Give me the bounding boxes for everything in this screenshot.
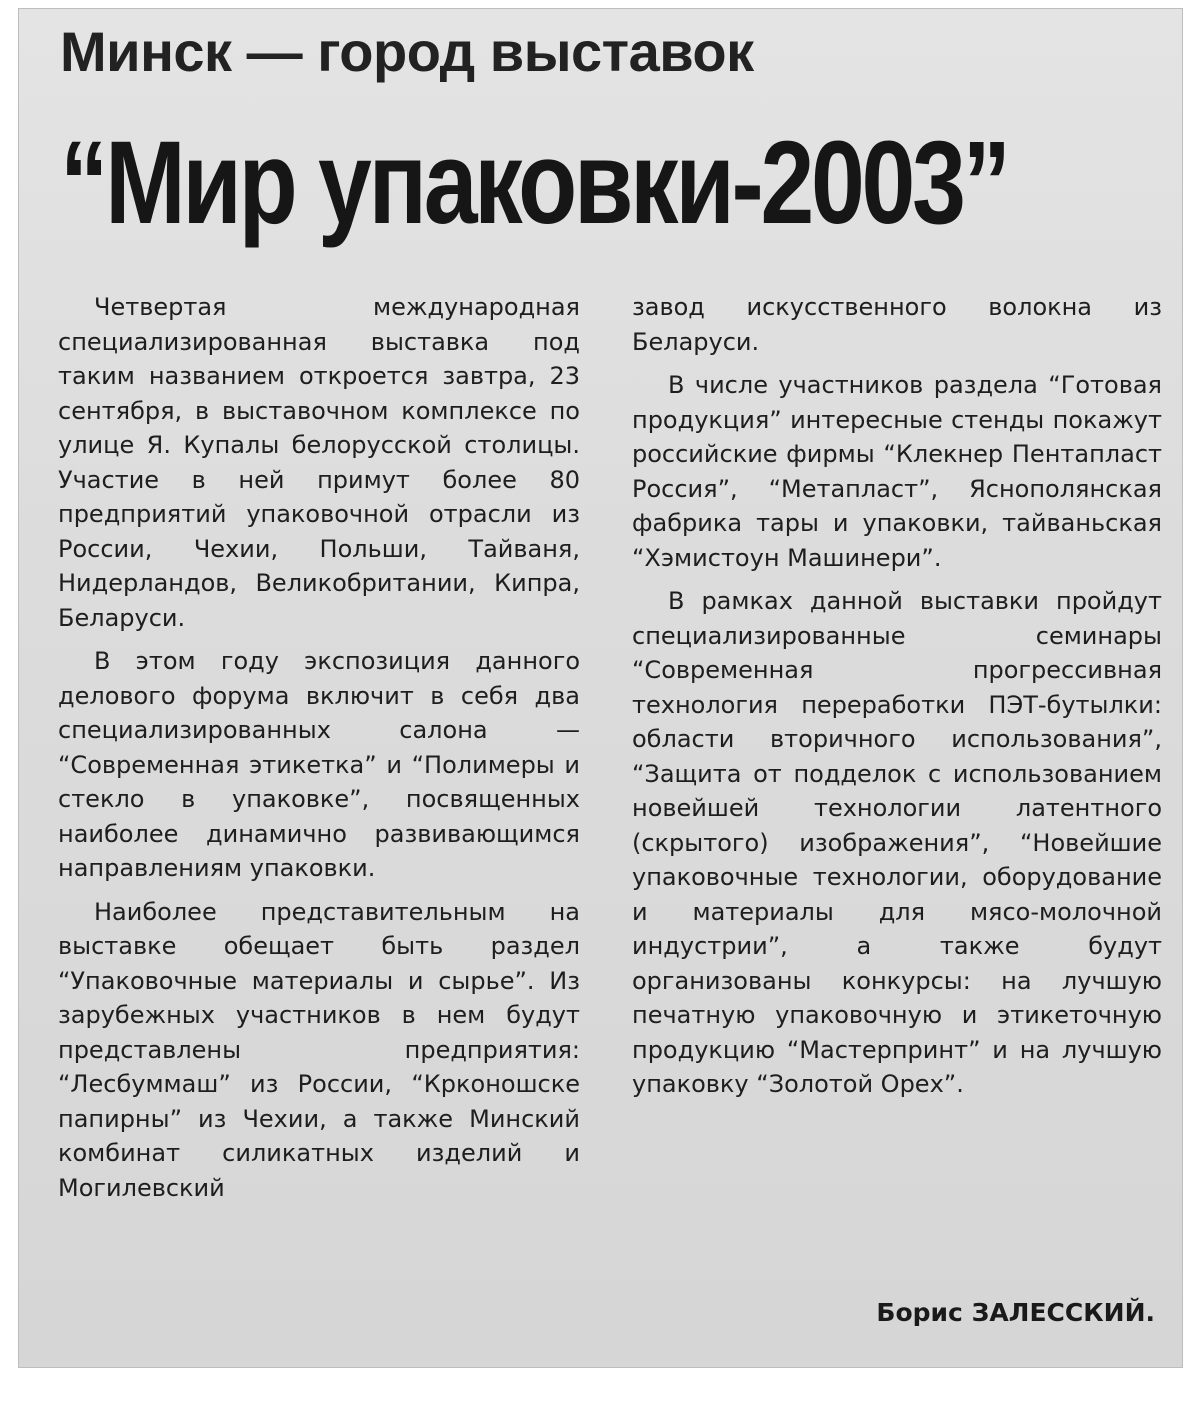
paragraph: В рамках данной выставки пройдут специализированные семинары “Современная прогрессивная технология переработки ПЭТ-бутылки: области вторичного использования”, “Защита от подделок с использованием новейшей технологии латентного (скрытого) изображения”, “Новейшие упаковочные технологии, оборудование и материалы для мясо-молочной индустрии”, а также будут организованы конкурсы: на лучшую печатную упаковочную и этикеточную продукцию “Мастерпринт” и на лучшую упаковку “Золотой Орех”. [632, 587, 1162, 1098]
paragraph: В этом году экспозиция данного делового форума включит в себя два специализированных салона — “Современная этикетка” и “Полимеры и стекло в упаковке”, посвященных наиболее динамично развивающимся направлениям упаковки. [58, 647, 580, 882]
paragraph: Четвертая международная специализированная выставка под таким названием откроется завтра, 23 сентября, в выставочном комплексе по улице Я. Купалы белорусской столицы. Участие в ней примут более 80 предприятий упаковочной отрасли из России, Чехии, Польши, Тайваня, Нидерландов, Великобритании, Кипра, Беларуси. [58, 293, 580, 632]
paragraph: Наиболее представительным на выставке обещает быть раздел “Упаковочные материалы и сырье”. Из зарубежных участников в нем будут представлены предприятия: “Лесбуммаш” из России, “Крконошске папирны” из Чехии, а также Минский комбинат силикатных изделий и Могилевский [58, 897, 580, 1202]
article-headline: “Мир упаковки-2003” [60, 117, 1008, 249]
article-column-right [632, 290, 1162, 1111]
article-kicker: Минск — город выставок [60, 20, 754, 83]
paragraph: В числе участников раздела “Готовая продукция” интересные стенды покажут российские фирмы “Клекнер Пентапласт Россия”, “Метапласт”, Яснополянская фабрика тары и упаковки, тайваньская “Хэмистоун Машинери”. [632, 371, 1162, 572]
article-column-left [58, 290, 580, 1214]
paragraph-continuation: завод искусственного волокна из Беларуси. [632, 293, 1162, 356]
author-signature: Борис ЗАЛЕССКИЙ. [876, 1298, 1155, 1327]
newspaper-clipping [18, 8, 1183, 1368]
